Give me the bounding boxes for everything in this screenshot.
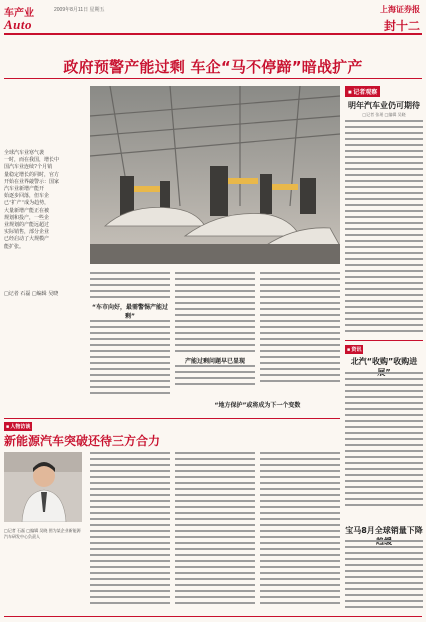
page-bottom-rule <box>4 616 422 617</box>
text-line <box>90 452 170 454</box>
lede-line: 大量新增产能正在被 <box>4 207 50 214</box>
text-line <box>345 234 423 236</box>
section-divider <box>4 418 340 419</box>
text-line <box>260 482 340 484</box>
text-line <box>175 377 255 379</box>
text-line <box>345 210 423 212</box>
text-line <box>345 462 423 464</box>
text-line <box>90 350 170 352</box>
text-line <box>260 530 340 532</box>
sidebar-byline: □记者 张瑶 □编辑 吴晓 <box>362 112 406 117</box>
text-line <box>175 470 255 472</box>
text-line <box>175 308 255 310</box>
text-line <box>90 518 170 520</box>
text-line <box>345 288 423 290</box>
sidebar-mid-tag: ■ 资讯 <box>347 347 362 353</box>
text-line <box>260 296 340 298</box>
text-line <box>345 426 423 428</box>
text-line <box>175 290 255 292</box>
text-line <box>260 500 340 502</box>
text-line <box>90 338 170 340</box>
text-line <box>175 566 255 568</box>
text-line <box>260 320 340 322</box>
sidebar-mid-title: 北汽“收购”收购进 <box>350 357 418 366</box>
text-line <box>90 380 170 382</box>
text-line <box>90 320 170 322</box>
text-line <box>260 512 340 514</box>
text-line <box>90 290 170 292</box>
text-line <box>260 524 340 526</box>
text-line <box>90 530 170 532</box>
bottom-headline: 新能源汽车突破还待三方合力 <box>4 434 161 448</box>
text-line <box>90 332 170 334</box>
subheading: “车市向好，最需警惕产能过剩” <box>92 304 168 320</box>
text-line <box>260 602 340 604</box>
text-line <box>345 282 423 284</box>
text-line <box>90 512 170 514</box>
text-line <box>345 576 423 578</box>
text-line <box>260 542 340 544</box>
text-line <box>175 332 255 334</box>
text-line <box>90 368 170 370</box>
text-line <box>345 276 423 278</box>
text-line <box>345 240 423 242</box>
text-line <box>175 320 255 322</box>
text-line <box>175 452 255 454</box>
text-line <box>345 306 423 308</box>
text-line <box>90 464 170 466</box>
text-line <box>175 506 255 508</box>
text-line <box>345 480 423 482</box>
text-line <box>175 542 255 544</box>
text-line <box>260 560 340 562</box>
text-line <box>175 494 255 496</box>
section-english-title: Auto <box>4 17 33 32</box>
sidebar-divider <box>345 340 423 341</box>
text-line <box>260 572 340 574</box>
text-line <box>260 308 340 310</box>
lede-line: 规划和投产，一些企 <box>4 214 50 221</box>
date-line: 2009年8月11日 星期五 <box>54 7 105 13</box>
text-line <box>175 458 255 460</box>
text-line <box>90 326 170 328</box>
text-line <box>90 566 170 568</box>
text-line <box>175 302 255 304</box>
text-line <box>345 594 423 596</box>
text-line <box>175 272 255 274</box>
subheading-3: “地方保护”或将成为下一个变数 <box>214 402 301 409</box>
text-line <box>345 558 423 560</box>
text-line <box>175 284 255 286</box>
text-line <box>345 456 423 458</box>
lede-line: 已经启动了大规模产 <box>4 236 50 243</box>
lede-line: 能扩张。 <box>4 243 25 250</box>
text-line <box>175 554 255 556</box>
text-line <box>345 408 423 410</box>
text-line <box>175 596 255 598</box>
text-line <box>90 554 170 556</box>
text-line <box>90 272 170 274</box>
lede-line: 始逐步回落，但车企 <box>4 193 50 200</box>
text-line <box>175 476 255 478</box>
text-line <box>175 350 255 352</box>
text-line <box>90 296 170 298</box>
main-headline: 政府预警产能过剩 车企“马不停蹄”暗战扩产 <box>63 58 363 76</box>
text-line <box>345 216 423 218</box>
text-line <box>175 464 255 466</box>
bottom-column-3 <box>260 452 340 608</box>
bottom-column-2 <box>175 452 255 608</box>
text-line <box>345 228 423 230</box>
text-line <box>345 180 423 182</box>
text-line <box>345 540 423 542</box>
text-line <box>90 578 170 580</box>
text-line <box>345 150 423 152</box>
bottom-column-1 <box>90 452 170 608</box>
sidebar-tag: ■ 记者观察 <box>345 86 380 97</box>
text-line <box>260 278 340 280</box>
lede-line: 汽车业新增产能开 <box>4 186 45 193</box>
text-line <box>345 600 423 602</box>
text-line <box>345 186 423 188</box>
text-line <box>175 518 255 520</box>
text-line <box>175 500 255 502</box>
text-line <box>345 402 423 404</box>
sidebar-title: 明年汽车业仍可期待 <box>348 101 420 110</box>
paper-name: 上海证券报 <box>380 4 420 14</box>
text-line <box>260 494 340 496</box>
text-line <box>175 344 255 346</box>
bottom-section-tag: ■ 人物访谈 <box>6 424 31 430</box>
text-line <box>90 596 170 598</box>
text-line <box>345 222 423 224</box>
text-line <box>345 204 423 206</box>
text-line <box>90 374 170 376</box>
text-line <box>175 383 255 385</box>
text-line <box>90 284 170 286</box>
text-line <box>175 482 255 484</box>
text-line <box>345 258 423 260</box>
text-line <box>175 572 255 574</box>
text-line <box>345 570 423 572</box>
text-line <box>260 518 340 520</box>
lede-line: 实际销售，部分企业 <box>4 229 50 236</box>
text-line <box>260 374 340 376</box>
text-line <box>345 414 423 416</box>
text-line <box>345 378 423 380</box>
text-line <box>345 132 423 134</box>
text-line <box>345 174 423 176</box>
text-line <box>90 542 170 544</box>
text-line <box>90 602 170 604</box>
byline: □记者 石磊 □编辑 吴晓 <box>4 290 59 297</box>
text-line <box>345 432 423 434</box>
lede-line: 国汽车业连续7个月销 <box>4 164 53 171</box>
text-line <box>345 606 423 608</box>
text-line <box>345 444 423 446</box>
text-line <box>90 362 170 364</box>
text-line <box>260 314 340 316</box>
text-line <box>175 578 255 580</box>
text-line <box>90 572 170 574</box>
text-line <box>175 560 255 562</box>
text-line <box>345 468 423 470</box>
text-line <box>260 506 340 508</box>
text-line <box>90 476 170 478</box>
text-line <box>175 278 255 280</box>
text-line <box>345 474 423 476</box>
story-column-2 <box>175 272 255 389</box>
text-line <box>175 536 255 538</box>
lede-line: 一时，而在我国，增长中 <box>4 157 60 164</box>
text-line <box>345 162 423 164</box>
text-line <box>90 386 170 388</box>
text-line <box>345 504 423 506</box>
text-line <box>260 476 340 478</box>
text-line <box>260 362 340 364</box>
text-line <box>345 588 423 590</box>
text-line <box>345 294 423 296</box>
text-line <box>175 590 255 592</box>
text-line <box>260 536 340 538</box>
text-line <box>345 156 423 158</box>
text-line <box>260 488 340 490</box>
text-line <box>345 312 423 314</box>
text-line <box>260 470 340 472</box>
text-line <box>345 486 423 488</box>
text-line <box>345 552 423 554</box>
headline-rule <box>4 78 422 79</box>
text-line <box>90 392 170 394</box>
text-line <box>90 482 170 484</box>
text-line <box>90 500 170 502</box>
text-line <box>90 536 170 538</box>
text-line <box>345 138 423 140</box>
text-line <box>260 458 340 460</box>
text-line <box>345 318 423 320</box>
lede-line: 已“扩产”成为趋势， <box>4 200 50 207</box>
text-line <box>260 548 340 550</box>
text-line <box>90 548 170 550</box>
text-line <box>260 590 340 592</box>
text-line <box>260 302 340 304</box>
text-line <box>90 488 170 490</box>
text-line <box>345 126 423 128</box>
text-line <box>260 554 340 556</box>
text-line <box>175 584 255 586</box>
text-line <box>260 326 340 328</box>
text-line <box>175 338 255 340</box>
text-line <box>260 452 340 454</box>
interviewee-photo <box>4 452 82 522</box>
text-line <box>345 252 423 254</box>
lede-line: 全球汽车业寒气袭 <box>4 150 45 156</box>
lede-line: 业规划的产能远超过 <box>4 222 50 229</box>
sidebar-bottom-title: 宝马8月全球销量下降 <box>345 526 423 535</box>
factory-photo <box>90 86 340 264</box>
text-line <box>90 356 170 358</box>
text-line <box>345 120 423 122</box>
text-line <box>345 300 423 302</box>
text-line <box>90 470 170 472</box>
text-line <box>345 546 423 548</box>
text-line <box>90 344 170 346</box>
text-line <box>90 590 170 592</box>
text-line <box>175 296 255 298</box>
text-line <box>260 290 340 292</box>
text-line <box>345 390 423 392</box>
text-line <box>345 168 423 170</box>
text-line <box>345 270 423 272</box>
text-line <box>260 284 340 286</box>
text-line <box>260 338 340 340</box>
text-line <box>345 372 423 374</box>
text-line <box>175 314 255 316</box>
text-line <box>175 365 255 367</box>
text-line <box>90 584 170 586</box>
sidebar-mid-text <box>345 372 423 510</box>
story-column-3 <box>260 272 340 386</box>
page-label: 封十二 <box>383 19 420 33</box>
text-line <box>90 560 170 562</box>
text-line <box>260 368 340 370</box>
text-line <box>90 506 170 508</box>
text-line <box>175 548 255 550</box>
text-line <box>175 512 255 514</box>
text-line <box>345 582 423 584</box>
text-line <box>345 396 423 398</box>
text-line <box>345 492 423 494</box>
text-line <box>345 246 423 248</box>
text-line <box>345 198 423 200</box>
text-line <box>90 494 170 496</box>
text-line <box>175 371 255 373</box>
text-line <box>260 332 340 334</box>
text-line <box>260 578 340 580</box>
text-line <box>90 458 170 460</box>
text-line <box>345 144 423 146</box>
lede-line: 开始在业界敲警示：国家 <box>4 178 60 185</box>
story-column-1 <box>90 272 170 398</box>
text-line <box>260 350 340 352</box>
text-line <box>90 524 170 526</box>
text-line <box>175 488 255 490</box>
text-line <box>90 278 170 280</box>
sidebar-bottom-text <box>345 540 423 612</box>
text-line <box>175 524 255 526</box>
text-line <box>175 326 255 328</box>
section-tag: 车产业 <box>4 8 34 19</box>
text-line <box>260 464 340 466</box>
text-line <box>260 272 340 274</box>
text-line <box>260 584 340 586</box>
text-line <box>345 192 423 194</box>
text-line <box>345 564 423 566</box>
text-line <box>345 438 423 440</box>
lede-column <box>4 150 88 298</box>
text-line <box>260 356 340 358</box>
photo-caption: □记者 石磊 □编辑 吴晓 图为某企业新能源汽车研发中心负责人 <box>4 528 81 539</box>
sidebar-text <box>345 120 423 336</box>
text-line <box>345 420 423 422</box>
masthead-rule <box>4 33 422 35</box>
subheading: 产能过剩问题早已显现 <box>184 358 245 365</box>
text-line <box>260 566 340 568</box>
text-line <box>260 596 340 598</box>
text-line <box>345 498 423 500</box>
text-line <box>175 602 255 604</box>
text-line <box>345 450 423 452</box>
text-line <box>260 380 340 382</box>
text-line <box>175 530 255 532</box>
text-line <box>345 324 423 326</box>
text-line <box>345 330 423 332</box>
text-line <box>260 344 340 346</box>
lede-line: 量稳定增长的同时，官方 <box>4 171 60 178</box>
text-line <box>345 264 423 266</box>
text-line <box>345 384 423 386</box>
